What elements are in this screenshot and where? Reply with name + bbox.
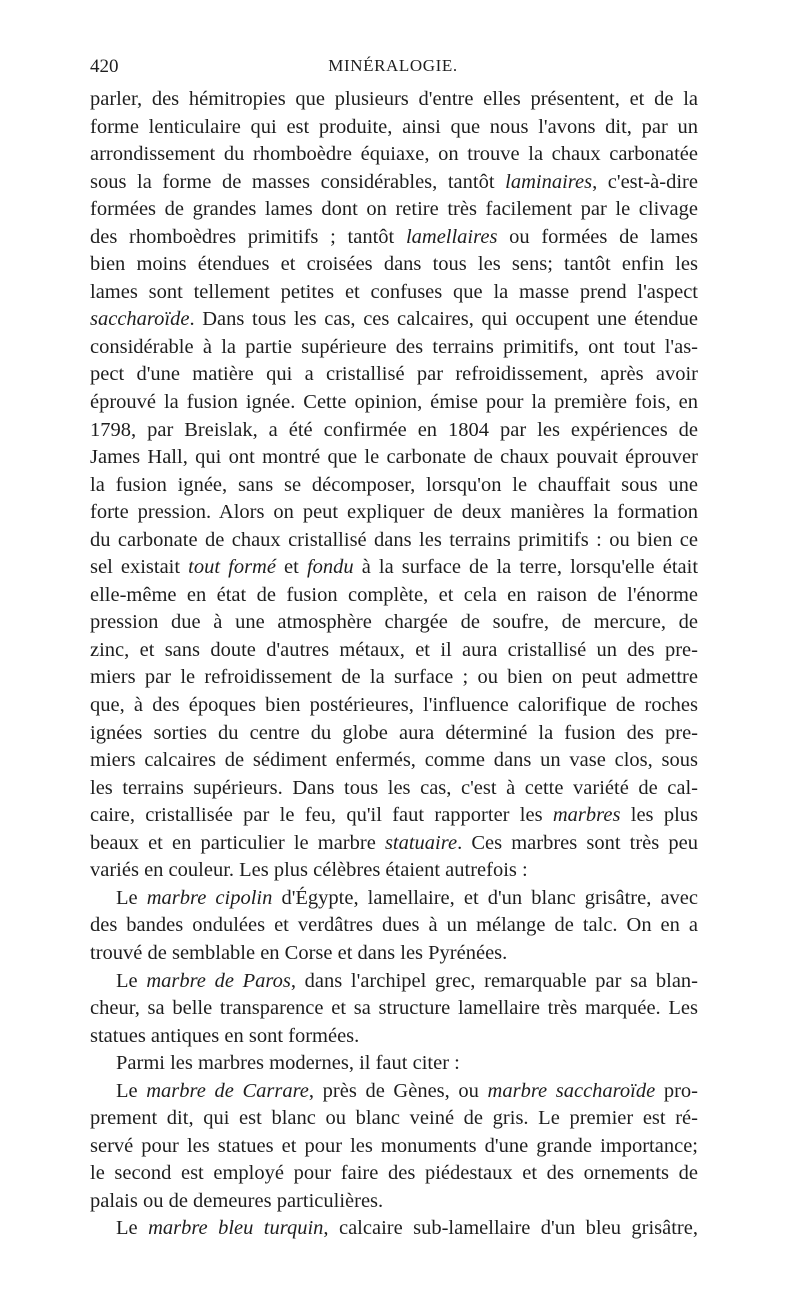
italic-term: saccharoïde (90, 308, 190, 331)
text-run: sous la forme de masses considérables, tantôt (90, 170, 506, 193)
italic-term: marbre de Carrare (146, 1079, 309, 1102)
italic-term: marbre bleu turquin (148, 1217, 324, 1240)
text-run: pect d'une matière qui a cristallisé par refroidissement, après avoir (90, 363, 698, 386)
text-run: beaux et en particulier le marbre (90, 831, 385, 854)
text-line (90, 664, 698, 692)
text-run: Parmi les marbres modernes, il faut citer : (116, 1052, 460, 1075)
text-line (90, 1133, 698, 1161)
text-line (90, 912, 698, 940)
text-run: à la surface de la terre, lorsqu'elle était (353, 556, 699, 579)
text-line (90, 830, 698, 858)
text-run: sel existait (90, 556, 189, 579)
text-line (90, 141, 698, 169)
text-run: Le (116, 886, 147, 909)
text-run: forte pression. Alors on peut expliquer de deux manières la formation (90, 501, 698, 524)
text-run: statues antiques en sont formées. (90, 1024, 360, 1047)
text-run: des bandes ondulées et verdâtres dues à un mélange de talc. On en a (90, 914, 698, 937)
text-run: . Ces marbres sont très peu (457, 831, 698, 854)
text-line (90, 169, 698, 197)
italic-term: fondu (306, 556, 354, 579)
text-run: le second est employé pour faire des piédestaux et des ornements de (90, 1162, 698, 1185)
text-run: Le (116, 1217, 149, 1240)
italic-term: marbre cipolin (146, 886, 273, 909)
text-run: , c'est-à-dire (592, 170, 698, 193)
text-line (90, 389, 698, 417)
text-run: et (275, 556, 307, 579)
text-line (90, 499, 698, 527)
text-line (90, 1188, 698, 1216)
italic-term: statuaire (384, 831, 458, 854)
text-line (90, 554, 698, 582)
text-run: des rhomboèdres primitifs ; tantôt (90, 225, 406, 248)
text-run: 1798, par Breislak, a été confirmée en 1804 par les expériences de (90, 418, 698, 441)
text-run: . Dans tous les cas, ces calcaires, qui occupent une étendue (189, 308, 698, 331)
text-run: que, à des époques bien postérieures, l'influence calorifique de roches (90, 694, 698, 717)
text-run: miers calcaires de sédiment enfermés, comme dans un vase clos, sous (90, 749, 698, 772)
text-run: bien moins étendues et croisées dans tous les sens; tantôt enfin les (90, 253, 698, 276)
text-line (90, 306, 698, 334)
text-run: ou formées de lames (497, 225, 698, 248)
text-line (90, 334, 698, 362)
italic-term: marbres (552, 804, 621, 827)
text-run: variés en couleur. Les plus célèbres étaient autrefois : (90, 859, 528, 882)
text-line (90, 251, 698, 279)
text-run: cheur, sa belle transparence et sa structure lamellaire très marquée. Les (90, 997, 698, 1020)
text-run: palais ou de demeures particulières. (90, 1189, 384, 1212)
text-run: du carbonate de chaux cristallisé dans les terrains primitifs : ou bien ce (90, 528, 698, 551)
text-run: éprouvé la fusion ignée. Cette opinion, émise pour la première fois, en (90, 391, 698, 414)
text-run: , près de Gènes, ou (308, 1079, 488, 1102)
page-number: 420 (90, 56, 119, 77)
text-run: zinc, et sans doute d'autres métaux, et il aura cristallisé un des pre- (90, 638, 698, 661)
text-line (90, 609, 698, 637)
text-run: les terrains supérieurs. Dans tous les cas, c'est à cette variété de cal- (90, 776, 698, 799)
text-run: Le (116, 1079, 147, 1102)
italic-term: laminaires (505, 170, 593, 193)
italic-term: lamellaires (405, 225, 498, 248)
running-title: MINÉRALOGIE. (328, 56, 458, 75)
text-line (90, 747, 698, 775)
text-line (90, 720, 698, 748)
text-line (90, 224, 698, 252)
text-line (90, 1078, 698, 1106)
text-line (90, 692, 698, 720)
text-line (90, 444, 698, 472)
text-run: pression due à une atmosphère chargée de soufre, de mercure, de (90, 611, 698, 634)
text-line (90, 361, 698, 389)
text-run: considérable à la partie supérieure des terrains primitifs, ont tout l'as- (90, 335, 698, 358)
text-line (90, 582, 698, 610)
text-run: d'Égypte, lamellaire, et d'un blanc grisâtre, avec (272, 886, 698, 909)
text-run: formées de grandes lames dont on retire très facilement par le clivage (90, 198, 698, 221)
text-line (90, 1215, 698, 1243)
text-line (90, 1160, 698, 1188)
italic-term: marbre de Paros (146, 969, 291, 992)
text-line (90, 527, 698, 555)
text-run: arrondissement du rhomboèdre équiaxe, on trouve la chaux carbonatée (90, 143, 698, 166)
text-run: James Hall, qui ont montré que le carbonate de chaux pouvait éprouver (90, 446, 698, 469)
text-line (90, 637, 698, 665)
text-line (90, 775, 698, 803)
text-run: caire, cristallisée par le feu, qu'il faut rapporter les (90, 804, 553, 827)
text-run: ignées sorties du centre du globe aura déterminé la fusion des pre- (90, 721, 698, 744)
text-run: , dans l'archipel grec, remarquable par sa blan- (290, 969, 698, 992)
text-run: les plus (620, 804, 698, 827)
text-run: elle-même en état de fusion complète, et cela en raison de l'énorme (90, 583, 698, 606)
text-line (90, 86, 698, 114)
text-line (90, 968, 698, 996)
text-run: la fusion ignée, sans se décomposer, lorsqu'on le chauffait sous une (90, 473, 698, 496)
page-header (90, 56, 696, 82)
text-run: trouvé de semblable en Corse et dans les Pyrénées. (90, 941, 508, 964)
text-line (90, 857, 698, 885)
text-line (90, 1050, 698, 1078)
text-line (90, 114, 698, 142)
text-line (90, 1023, 698, 1051)
italic-term: marbre saccharoïde (487, 1079, 656, 1102)
text-run: forme lenticulaire qui est produite, ainsi que nous l'avons dit, par un (90, 115, 698, 138)
text-line (90, 802, 698, 830)
text-line (90, 196, 698, 224)
italic-term: tout formé (188, 556, 276, 579)
text-line (90, 279, 698, 307)
text-line (90, 472, 698, 500)
text-run: , calcaire sub-lamellaire d'un bleu grisâtre, (323, 1217, 698, 1240)
text-run: Le (116, 969, 147, 992)
body-text (90, 86, 698, 1243)
text-line (90, 995, 698, 1023)
text-line (90, 417, 698, 445)
text-run: miers par le refroidissement de la surface ; ou bien on peut admettre (90, 666, 698, 689)
text-run: servé pour les statues et pour les monuments d'une grande importance; (90, 1134, 698, 1157)
text-run: prement dit, qui est blanc ou blanc veiné de gris. Le premier est ré- (90, 1107, 698, 1130)
text-line (90, 1105, 698, 1133)
text-line (90, 940, 698, 968)
text-run: lames sont tellement petites et confuses que la masse prend l'aspect (90, 280, 698, 303)
text-run: parler, des hémitropies que plusieurs d'entre elles présentent, et de la (90, 88, 698, 110)
text-line (90, 885, 698, 913)
text-run: pro- (655, 1079, 698, 1102)
